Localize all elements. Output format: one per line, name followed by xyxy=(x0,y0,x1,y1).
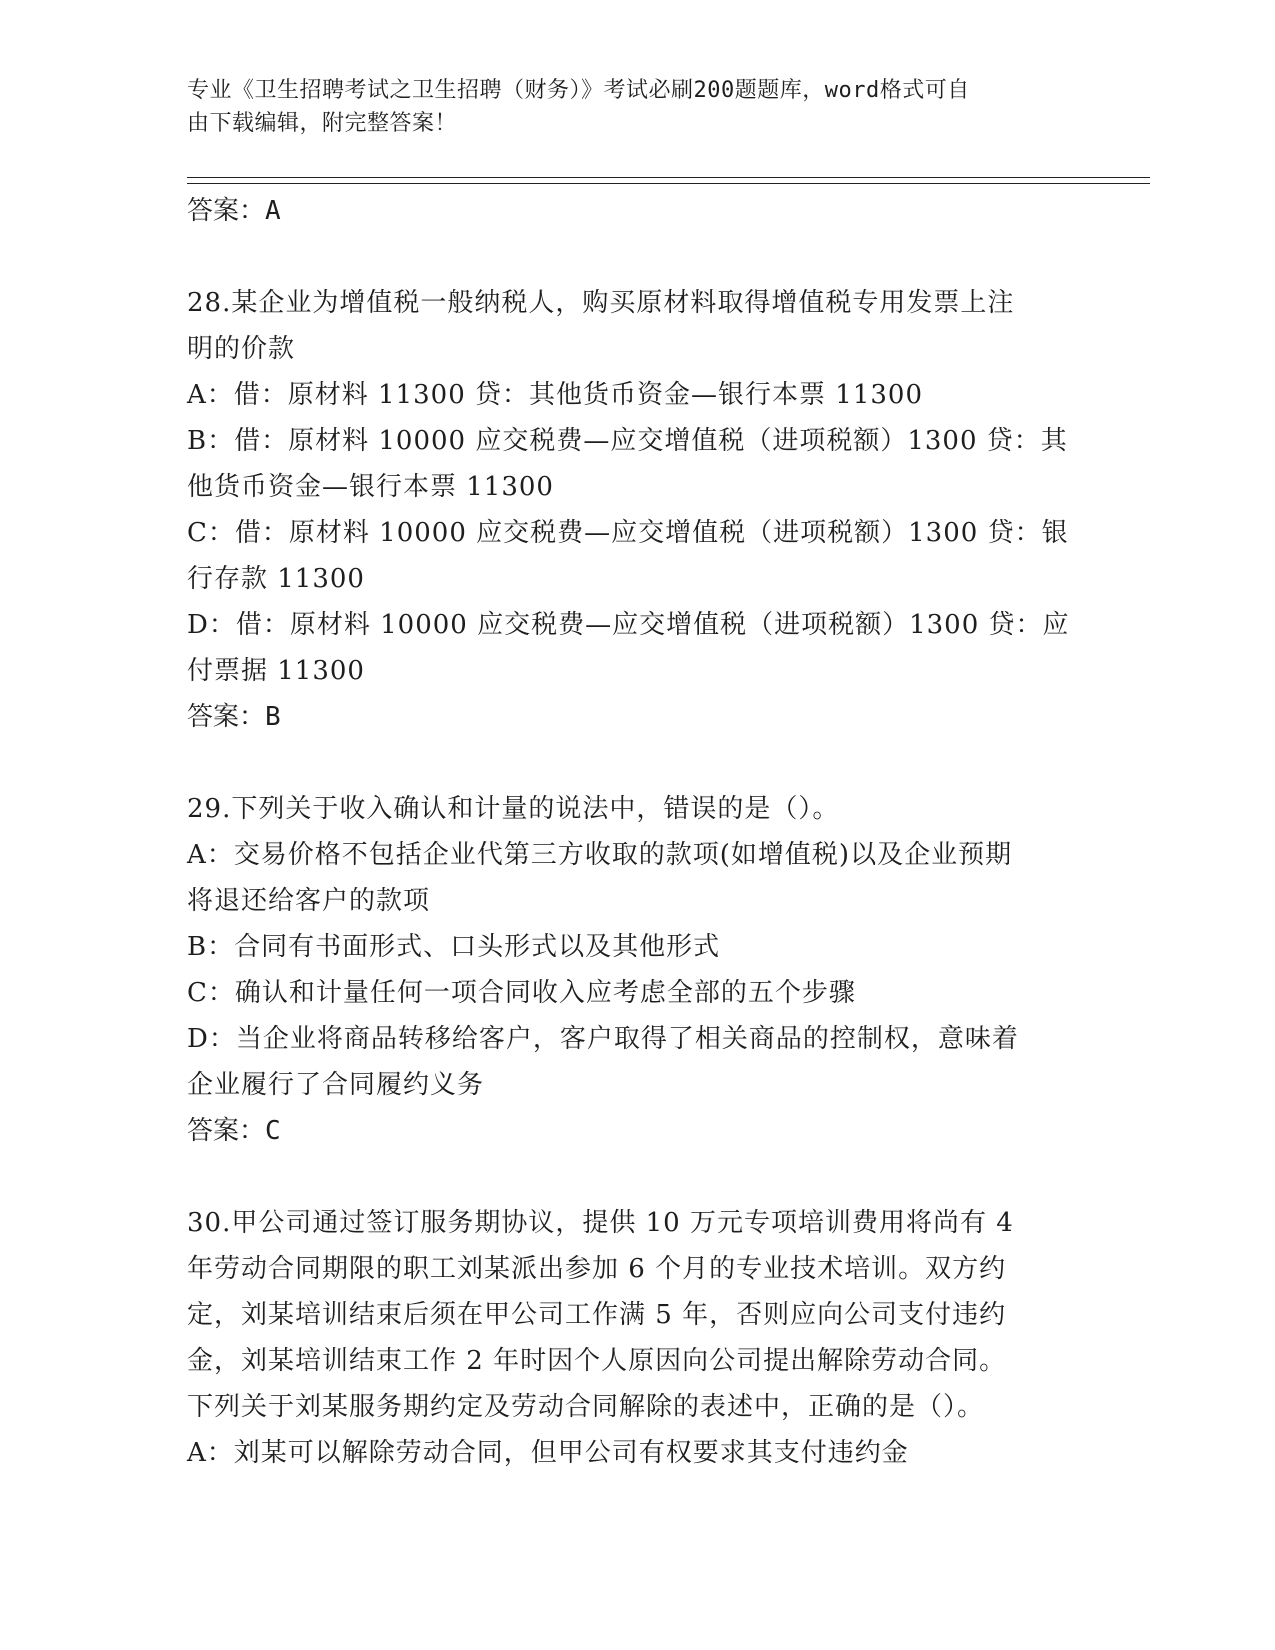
option-a-cont: 将退还给客户的款项 xyxy=(187,886,431,916)
question-29 xyxy=(187,786,1087,1154)
spacer xyxy=(187,1154,1087,1200)
option-a: A：借：原材料 11300 贷：其他货币资金—银行本票 11300 xyxy=(187,380,923,410)
option-b-cont: 他货币资金—银行本票 11300 xyxy=(187,472,554,502)
option-d: D：当企业将商品转移给客户，客户取得了相关商品的控制权，意味着 xyxy=(187,1024,1019,1054)
spacer xyxy=(187,740,1087,786)
question-stem-cont: 下列关于刘某服务期约定及劳动合同解除的表述中，正确的是（）。 xyxy=(187,1392,985,1422)
option-d-cont: 付票据 11300 xyxy=(187,656,365,686)
question-30 xyxy=(187,1200,1087,1476)
option-c: C：借：原材料 10000 应交税费—应交增值税（进项税额）1300 贷：银 xyxy=(187,518,1069,548)
question-stem-cont: 定，刘某培训结束后须在甲公司工作满 5 年，否则应向公司支付违约 xyxy=(187,1300,1007,1330)
option-d-cont: 企业履行了合同履约义务 xyxy=(187,1070,485,1100)
question-stem: 28.某企业为增值税一般纳税人，购买原材料取得增值税专用发票上注 xyxy=(187,288,1015,318)
spacer xyxy=(187,234,1087,280)
document-body xyxy=(187,188,1087,1476)
question-stem-cont: 明的价款 xyxy=(187,334,296,364)
option-a: A：刘某可以解除劳动合同，但甲公司有权要求其支付违约金 xyxy=(187,1438,909,1468)
option-d: D：借：原材料 10000 应交税费—应交增值税（进项税额）1300 贷：应 xyxy=(187,610,1070,640)
question-stem-cont: 年劳动合同期限的职工刘某派出参加 6 个月的专业技术培训。双方约 xyxy=(187,1254,1007,1284)
header-line-2: 由下载编辑，附完整答案！ xyxy=(187,111,458,136)
option-b: B：借：原材料 10000 应交税费—应交增值税（进项税额）1300 贷：其 xyxy=(187,426,1068,456)
question-stem: 29.下列关于收入确认和计量的说法中，错误的是（）。 xyxy=(187,794,840,824)
answer: 答案：B xyxy=(187,702,281,732)
option-a: A：交易价格不包括企业代第三方收取的款项(如增值税)以及企业预期 xyxy=(187,840,1013,870)
option-c-cont: 行存款 11300 xyxy=(187,564,365,594)
header-line-1: 专业《卫生招聘考试之卫生招聘（财务）》考试必刷200题题库，word格式可自 xyxy=(187,78,970,103)
option-b: B：合同有书面形式、口头形式以及其他形式 xyxy=(187,932,721,962)
option-c: C：确认和计量任何一项合同收入应考虑全部的五个步骤 xyxy=(187,978,856,1008)
question-stem: 30.甲公司通过签订服务期协议，提供 10 万元专项培训费用将尚有 4 xyxy=(187,1208,1014,1238)
header-divider-top xyxy=(187,177,1150,178)
question-stem-cont: 金，刘某培训结束工作 2 年时因个人原因向公司提出解除劳动合同。 xyxy=(187,1346,1007,1376)
document-header xyxy=(187,74,1087,140)
header-divider-bottom xyxy=(187,183,1150,184)
question-28 xyxy=(187,280,1087,740)
previous-answer: 答案：A xyxy=(187,196,281,226)
answer: 答案：C xyxy=(187,1116,281,1146)
